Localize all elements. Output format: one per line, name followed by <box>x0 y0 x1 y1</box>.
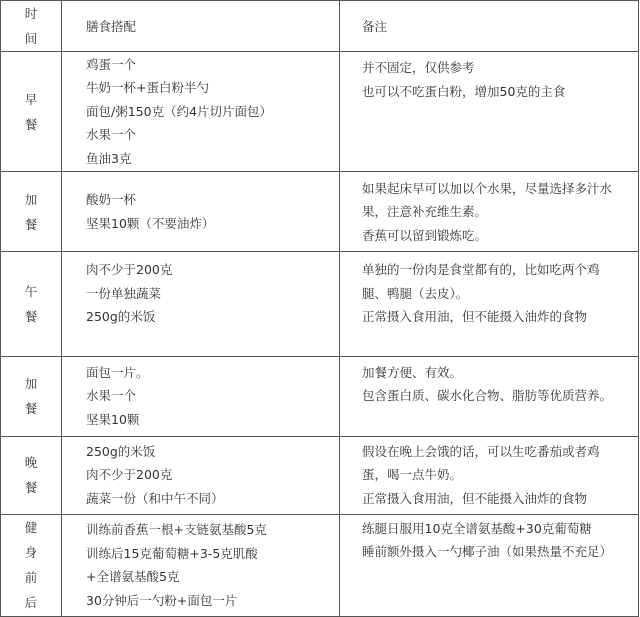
meal-time-char: 加 <box>24 191 38 207</box>
note-cell <box>340 356 639 436</box>
note-line: 如果起床早可以加以个水果，尽量选择多汁水 <box>362 180 613 196</box>
food-line: 训练后15克葡萄糖+3-5克肌酸 <box>86 545 258 561</box>
meal-time-char: 餐 <box>24 116 38 132</box>
note-line: 香蕉可以留到锻炼吃。 <box>362 227 488 243</box>
food-cell <box>62 436 340 514</box>
note-line: 蛋，喝一点牛奶。 <box>362 467 463 483</box>
food-line: +全谱氨基酸5克 <box>86 569 180 585</box>
meal-time-cell <box>1 172 62 252</box>
note-cell <box>340 252 639 356</box>
food-line: 肉不少于200克 <box>86 262 173 278</box>
food-line: 水果一个 <box>86 388 137 404</box>
food-line: 肉不少于200克 <box>86 467 173 483</box>
header-time-char: 间 <box>24 31 38 47</box>
meal-time-cell <box>1 514 62 616</box>
header-time-char: 时 <box>24 6 38 22</box>
note-line: 果，注意补充维生素。 <box>362 204 488 220</box>
food-line: 30分钟后一勺粉+面包一片 <box>86 592 238 608</box>
table-row-dinner <box>1 436 639 514</box>
food-line: 一份单独蔬菜 <box>86 285 162 301</box>
food-cell <box>62 514 340 616</box>
food-line: 鱼油3克 <box>86 150 132 166</box>
note-line: 假设在晚上会饿的话，可以生吃番茄或者鸡 <box>362 443 600 459</box>
meal-time-char: 早 <box>24 91 38 107</box>
table-row-afternoon-snack <box>1 356 639 436</box>
food-line: 酸奶一杯 <box>86 192 137 208</box>
meal-time-cell <box>1 356 62 436</box>
note-line: 包含蛋白质、碳水化合物、脂肪等优质营养。 <box>362 388 613 404</box>
meal-time-char: 身 <box>24 545 38 561</box>
meal-time-char: 晚 <box>24 455 38 471</box>
meal-time-char: 餐 <box>24 401 38 417</box>
note-line: 睡前额外摄入一勺椰子油（如果热量不充足） <box>362 544 613 560</box>
food-line: 面包/粥150克（约4片切片面包） <box>86 103 273 119</box>
food-line: 250g的米饭 <box>86 309 156 325</box>
meal-time-char: 餐 <box>24 480 38 496</box>
header-time <box>1 1 62 52</box>
food-cell <box>62 252 340 356</box>
meal-time-cell <box>1 436 62 514</box>
food-cell <box>62 52 340 172</box>
food-line: 坚果10颗（不要油炸） <box>86 215 215 231</box>
food-line: 250g的米饭 <box>86 443 156 459</box>
note-line: 正常摄入食用油，但不能摄入油炸的食物 <box>362 490 588 506</box>
table-row-breakfast <box>1 52 639 172</box>
note-line: 腿、鸭腿（去皮）。 <box>362 285 469 301</box>
note-line: 练腿日服用10克全谱氨基酸+30克葡萄糖 <box>362 520 592 536</box>
food-line: 面包一片。 <box>86 364 149 380</box>
note-line: 也可以不吃蛋白粉，增加50克的主食 <box>362 83 566 99</box>
table-row-morning-snack <box>1 172 639 252</box>
note-line: 加餐方便、有效。 <box>362 364 463 380</box>
food-cell <box>62 356 340 436</box>
food-line: 水果一个 <box>86 127 137 143</box>
note-line: 正常摄入食用油，但不能摄入油炸的食物 <box>362 309 588 325</box>
food-line: 坚果10颗 <box>86 411 140 427</box>
note-cell <box>340 514 639 616</box>
meal-time-char: 餐 <box>24 216 38 232</box>
meal-time-char: 午 <box>24 283 38 299</box>
meal-time-char: 后 <box>24 595 38 611</box>
meal-time-cell <box>1 52 62 172</box>
note-cell <box>340 172 639 252</box>
food-line: 鸡蛋一个 <box>86 56 137 72</box>
header-note: 备注 <box>340 1 639 52</box>
note-line: 并不固定，仅供参考 <box>362 60 475 76</box>
table-row-lunch <box>1 252 639 356</box>
meal-time-char: 加 <box>24 376 38 392</box>
note-cell <box>340 52 639 172</box>
meal-time-cell <box>1 252 62 356</box>
food-line: 牛奶一杯+蛋白粉半勺 <box>86 80 209 96</box>
food-line: 训练前香蕉一根+支链氨基酸5克 <box>86 522 267 538</box>
meal-time-char: 健 <box>24 520 38 536</box>
food-cell <box>62 172 340 252</box>
table-header-row <box>1 1 639 52</box>
meal-time-char: 前 <box>24 570 38 586</box>
note-cell <box>340 436 639 514</box>
meal-time-char: 餐 <box>24 308 38 324</box>
table-row-workout <box>1 514 639 616</box>
food-line: 蔬菜一份（和中午不同） <box>86 490 224 506</box>
note-line: 单独的一份肉是食堂都有的，比如吃两个鸡 <box>362 262 600 278</box>
header-food: 膳食搭配 <box>62 1 340 52</box>
